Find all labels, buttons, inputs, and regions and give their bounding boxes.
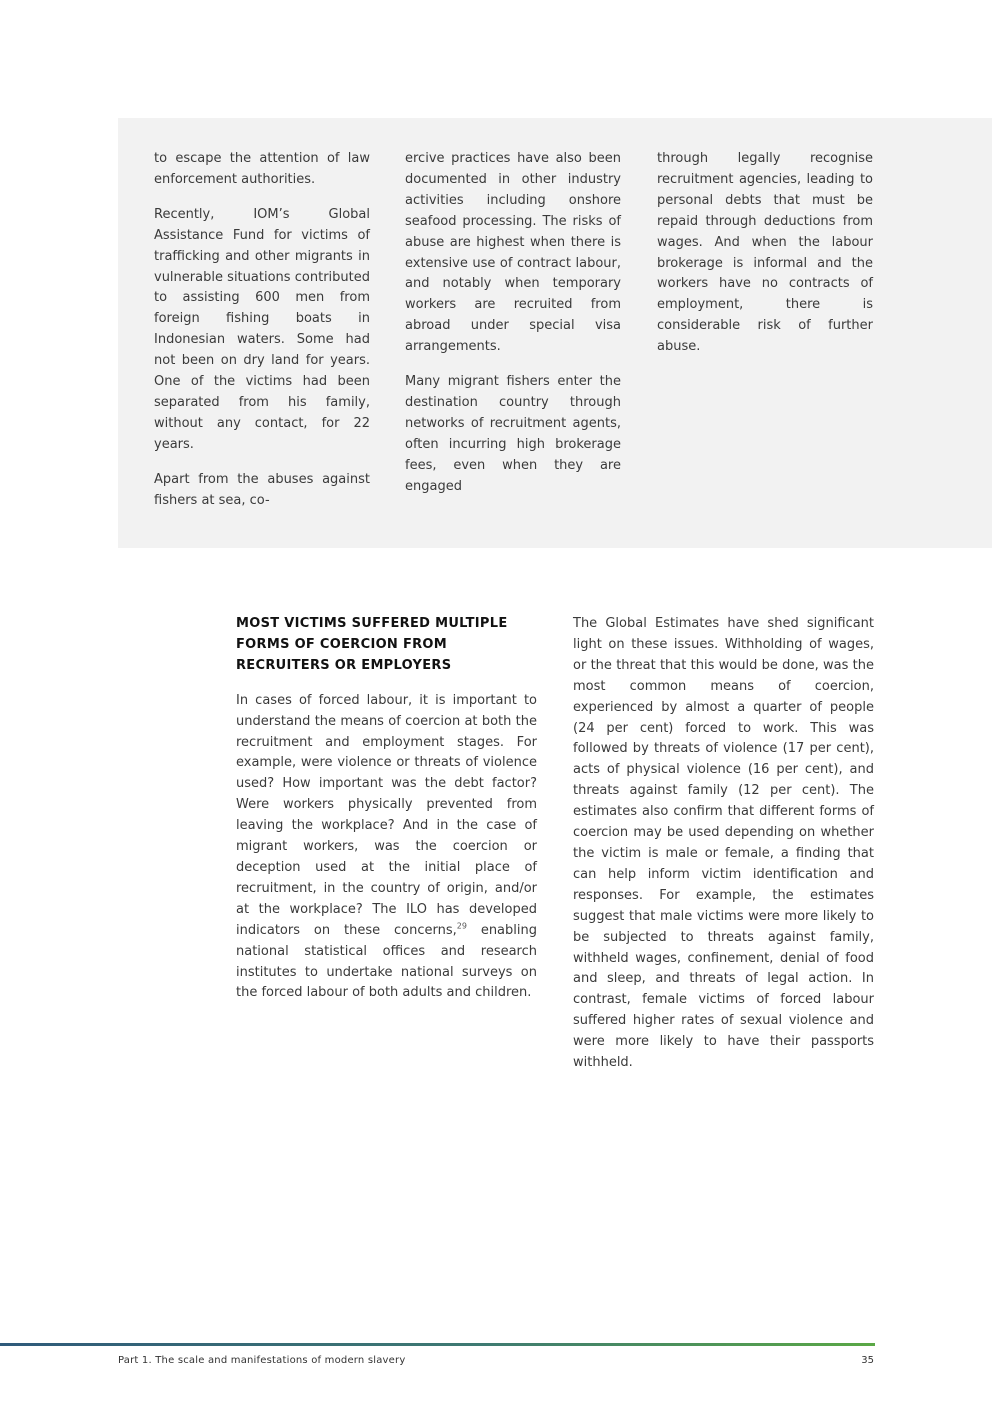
paragraph [236, 691, 537, 1005]
paragraph-text: enabling national statistical offices and research institutes to undertake national surveys on the forced labour of both adults and children. [236, 922, 537, 1001]
paragraph: Recently, IOM’s Global Assistance Fund for victims of trafficking and other migrants in vulnerable situations contributed to assisting 600 men from foreign fishing boats in Indonesian waters. Some had not been on dry land for years. One of the victims had been separated from his family, without any contact, for 22 years. [154, 206, 370, 452]
footer-rule [0, 1343, 875, 1346]
main-column-left [236, 614, 537, 1018]
paragraph-text: In cases of forced labour, it is important to understand the means of coercion at both the recruitment and employment stages. For example, were violence or threats of violence used? How important was the debt factor? Were workers physically prevented from leaving the workplace? And in the case of migrant workers, was the coercion or deception used at the initial place of recruitment, in the country of origin, and/or at the workplace? The ILO has developed indicators on these concerns, [236, 692, 537, 938]
paragraph: Apart from the abuses against fishers at sea, co- [154, 471, 370, 508]
paragraph: The Global Estimates have shed significant light on these issues. Withholding of wages, or the threat that this would be done, was the most common means of coercion, experienced by almost a quarter of people (24 per cent) forced to work. This was followed by threats of violence (17 per cent), acts of physical violence (16 per cent), and threats against family (12 per cent). The estimates also confirm that different forms of coercion may be used depending on whether the victim is male or female, a finding that can help inform victim identification and responses. For example, the estimates suggest that male victims were more likely to be subjected to threats against family, withheld wages, confinement, denial of food and sleep, and threats of legal action. In contrast, female victims of forced labour suffered higher rates of sexual violence and were more likely to have their passports withheld. [573, 616, 874, 1071]
sidebar-column-2 [405, 149, 621, 512]
main-column-right [573, 614, 874, 1088]
sidebar-column-3 [657, 149, 873, 372]
paragraph: to escape the attention of law enforcement authorities. [154, 151, 370, 187]
footnote-reference[interactable]: 29 [456, 921, 467, 931]
footer-section-title: Part 1. The scale and manifestations of modern slavery [118, 1355, 406, 1366]
paragraph: Many migrant fishers enter the destination country through networks of recruitment agents, often incurring high brokerage fees, even when they are engaged [405, 374, 621, 494]
paragraph: through legally recognise recruitment agencies, leading to personal debts that must be repaid through deductions from wages. And when the labour brokerage is informal and the workers have no contracts of employment, there is considerable risk of further abuse. [657, 151, 873, 355]
paragraph: ercive practices have also been documented in other industry activities including onshore seafood processing. The risks of abuse are highest when there is extensive use of contract labour, and notably when temporary workers are recruited from abroad under special visa arrangements. [405, 151, 621, 355]
page-number: 35 [861, 1355, 874, 1366]
section-heading: MOST VICTIMS SUFFERED MULTIPLE FORMS OF COERCION FROM RECRUITERS OR EMPLOYERS [236, 616, 508, 673]
sidebar-column-1 [154, 149, 370, 526]
